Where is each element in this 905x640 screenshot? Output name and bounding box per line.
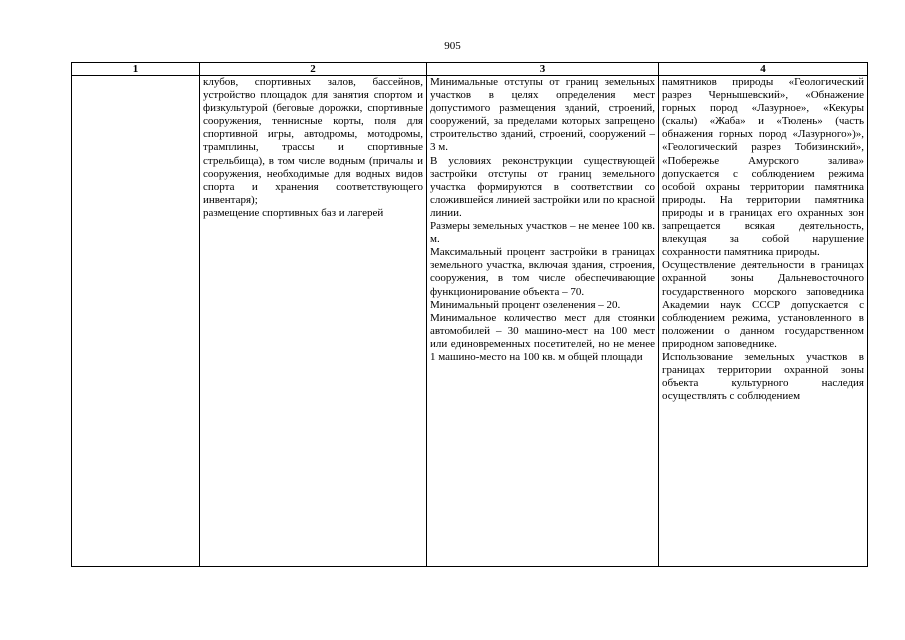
col2-paragraph: размещение спортивных баз и лагерей	[203, 206, 384, 219]
col3-paragraph: Размеры земельных участков – не менее 100 кв. м.	[430, 220, 655, 246]
column-header-3: 3	[427, 63, 659, 76]
column-header-2: 2	[200, 63, 427, 76]
page-number: 905	[444, 40, 461, 52]
col3-paragraph: В условиях реконструкции существующей застройки отступы от границ земельного участка формируются в соответствии со сложившейся линией застройки или по красной линии.	[430, 154, 655, 219]
col3-paragraph: Минимальные отступы от границ земельных участков в целях определения мест допустимого размещения зданий, строений, сооружений, за пределами которых запрещено строительство зданий, строений, сооружений – 3 м.	[430, 76, 655, 154]
col4-paragraph: Осуществление деятельности в границах охранной зоны Дальневосточного государственного морского заповедника Академии наук СССР допускается с соблюдением режима, установленного в положении о данном государственном природном заповеднике.	[662, 259, 864, 350]
regulations-table	[71, 62, 868, 567]
col3-paragraph: Минимальное количество мест для стоянки автомобилей – 30 машино-мест на 100 мест или единовременных посетителей, но не менее 1 машино-место на 100 кв. м общей площади	[430, 311, 655, 363]
cell-col3	[427, 76, 659, 567]
cell-col4	[659, 76, 868, 567]
table-header-row	[72, 63, 868, 76]
cell-col1	[72, 76, 200, 567]
column-header-1: 1	[72, 63, 200, 76]
col3-paragraph: Минимальный процент озеленения – 20.	[430, 298, 621, 311]
col2-paragraph: клубов, спортивных залов, бассейнов, устройство площадок для занятия спортом и физкультурой (беговые дорожки, спортивные сооружения, теннисные корты, поля для спортивной игры, автодромы, мотодромы, трамплины, трассы и спортивные стрельбища), в том числе водным (причалы и сооружения, необходимые для водных видов спорта и хранения соответствующего инвентаря);	[203, 76, 423, 206]
cell-col2	[200, 76, 427, 567]
col4-paragraph: памятников природы «Геологический разрез Чернышевский», «Обнажение горных пород «Лазурное», «Кекуры (скалы) «Жаба» и «Тюлень» (часть обнажения горных пород «Лазурного»)», «Геологический разрез Тобизинский», «Побережье Амурского залива» допускается с соблюдением режима особой охраны территории памятника природы. На территории памятника природы и в границах его охранных зон запрещается всякая деятельность, влекущая за собой нарушение сохранности памятника природы.	[662, 76, 864, 259]
column-header-4: 4	[659, 63, 868, 76]
col3-paragraph: Максимальный процент застройки в границах земельного участка, включая здания, строения, сооружения, в том числе обеспечивающие функционирование объекта – 70.	[430, 246, 655, 298]
table-row	[72, 76, 868, 567]
col4-paragraph: Использование земельных участков в границах территории охранной зоны объекта культурного наследия осуществлять с соблюдением	[662, 350, 864, 403]
